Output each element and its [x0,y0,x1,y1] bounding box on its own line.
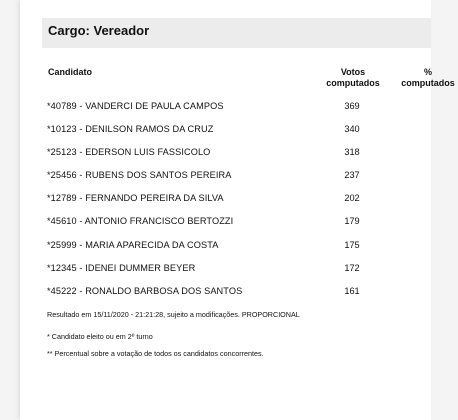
table-row [20,286,431,308]
candidate-name: *10123 - DENILSON RAMOS DA CRUZ [47,124,214,134]
candidate-name: *45610 - ANTONIO FRANCISCO BERTOZZI [47,216,234,226]
candidate-votes: 237 [344,170,360,180]
candidate-name: *25999 - MARIA APARECIDA DA COSTA [47,240,219,250]
table-row [20,124,431,146]
candidate-votes: 179 [344,216,360,226]
table-row [20,147,431,169]
column-header-votos [320,67,386,89]
table-row [20,240,431,262]
result-page [20,0,455,420]
elected-footnote: * Candidato eleito ou em 2º turno [47,332,153,341]
candidate-votes: 161 [344,286,360,296]
candidate-votes: 340 [344,124,360,134]
table-row [20,101,431,123]
column-header-votos-line2: computados [326,78,380,88]
candidate-votes: 318 [344,147,360,157]
result-timestamp-note: Resultado em 15/11/2020 - 21:21:28, sujeito a modificações. PROPORCIONAL [47,310,300,319]
candidate-name: *40789 - VANDERCI DE PAULA CAMPOS [47,101,224,111]
column-header-votos-line1: Votos [340,67,366,77]
candidate-name: *25123 - EDERSON LUIS FASSICOLO [47,147,211,157]
cargo-title: Cargo: Vereador [48,23,150,38]
candidate-name: *45222 - RONALDO BARBOSA DOS SANTOS [47,286,243,296]
candidate-name: *25456 - RUBENS DOS SANTOS PEREIRA [47,170,232,180]
column-header-percent-line2: computados [401,78,455,88]
candidate-name: *12789 - FERNANDO PEREIRA DA SILVA [47,193,224,203]
percent-footnote: ** Percentual sobre a votação de todos os candidatos concorrentes. [47,349,264,358]
column-header-percent [398,67,458,89]
table-row [20,193,431,215]
candidate-name: *12345 - IDENEI DUMMER BEYER [47,263,196,273]
column-header-candidato: Candidato [48,67,92,77]
table-row [20,216,431,238]
table-row [20,263,431,285]
table-row [20,170,431,192]
candidate-votes: 202 [344,193,360,203]
candidate-votes: 175 [344,240,360,250]
cargo-header [42,18,431,48]
candidate-votes: 369 [344,101,360,111]
candidate-votes: 172 [344,263,360,273]
column-header-percent-line1: % [423,67,432,77]
